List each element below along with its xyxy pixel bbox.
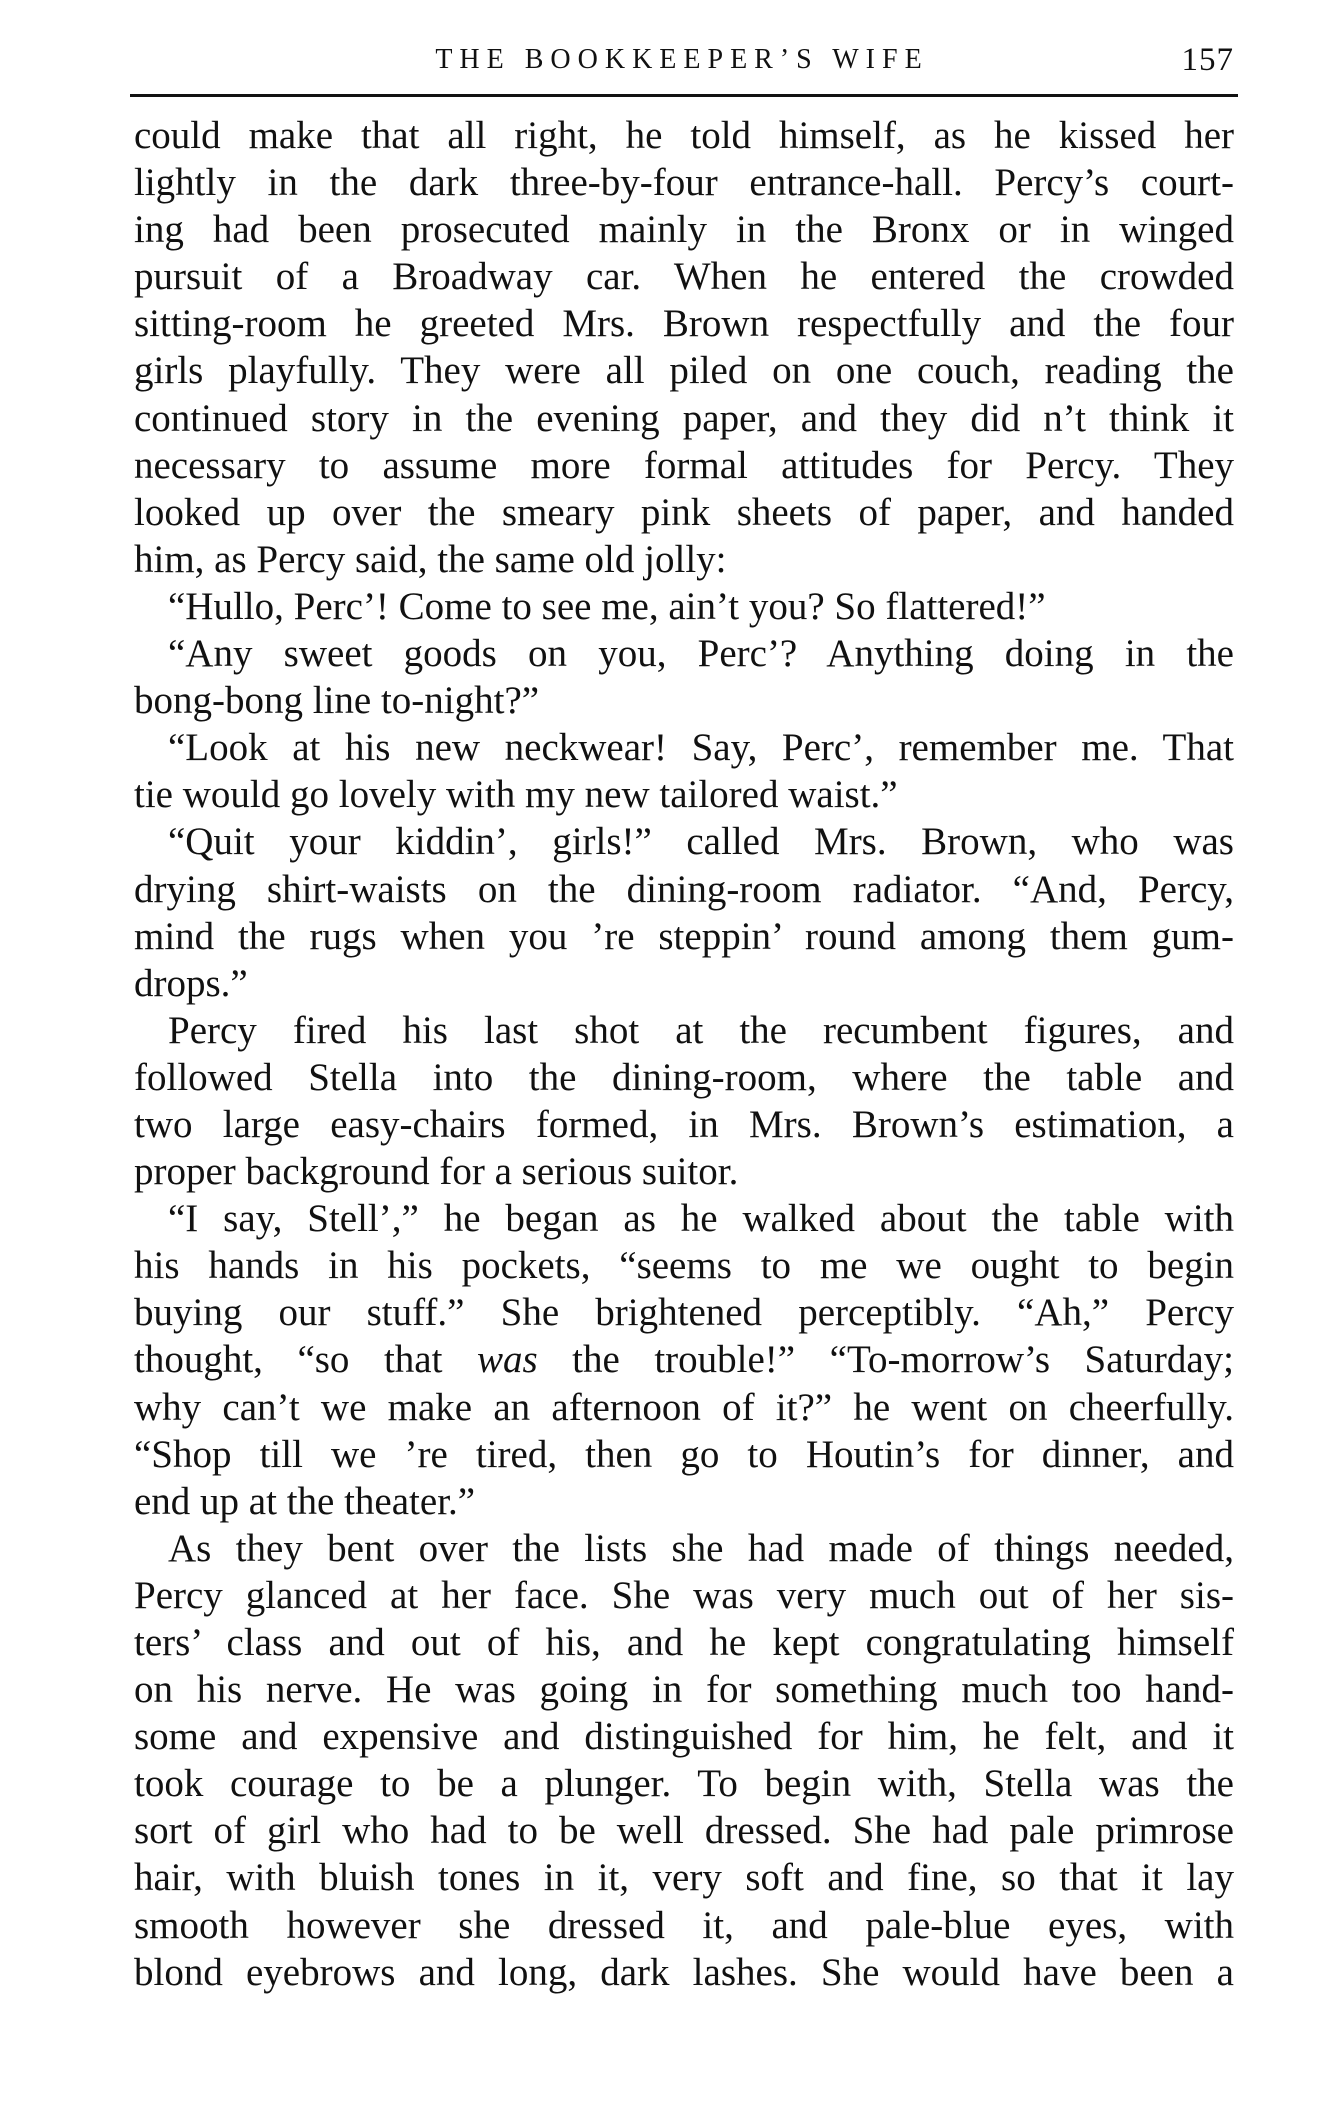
text-line: him, as Percy said, the same old jolly: (134, 537, 727, 581)
text-line: “Look at his new neckwear! Say, Perc’, remember me. That (168, 726, 1234, 770)
text-line: As they bent over the lists she had made of things needed, (168, 1526, 1234, 1570)
text-line: ters’ class and out of his, and he kept congratulating himself (134, 1621, 1234, 1664)
text-line: ing had been prosecuted mainly in the Bronx or in winged (134, 208, 1234, 252)
text-line: pursuit of a Broadway car. When he entered the crowded (134, 255, 1234, 299)
text-line: tie would go lovely with my new tailored waist.” (134, 773, 898, 817)
text-line: sitting-room he greeted Mrs. Brown respectfully and the four (134, 302, 1234, 346)
header-rule (130, 94, 1238, 97)
text-line: two large easy-chairs formed, in Mrs. Brown’s estimation, a (134, 1102, 1234, 1146)
body-text (134, 112, 1234, 1996)
text-line: took courage to be a plunger. To begin with, Stella was the (134, 1762, 1234, 1806)
text-line: sort of girl who had to be well dressed. She had pale primrose (134, 1809, 1234, 1853)
text-line: on his nerve. He was going in for something much too hand- (134, 1668, 1234, 1712)
running-title: THE BOOKKEEPER’S WIFE (435, 44, 929, 75)
text-line: followed Stella into the dining-room, where the table and (134, 1055, 1234, 1099)
text-line: “Quit your kiddin’, girls!” called Mrs. Brown, who was (168, 820, 1234, 864)
text-line: “Hullo, Perc’! Come to see me, ain’t you? So flattered!” (168, 584, 1046, 628)
text-line: mind the rugs when you ’re steppin’ round among them gum- (134, 914, 1234, 958)
text-line: necessary to assume more formal attitudes for Percy. They (134, 443, 1234, 487)
text-line: proper background for a serious suitor. (134, 1150, 739, 1194)
text-line: why can’t we make an afternoon of it?” he went on cheerfully. (134, 1385, 1234, 1429)
text-line: Percy glanced at her face. She was very much out of her sis- (134, 1573, 1234, 1617)
text-line: buying our stuff.” She brightened perceptibly. “Ah,” Percy (134, 1291, 1234, 1335)
running-head (130, 38, 1234, 90)
text-line: “Shop till we ’re tired, then go to Houtin’s for dinner, and (134, 1432, 1234, 1476)
text-line: drying shirt-waists on the dining-room radiator. “And, Percy, (134, 867, 1234, 911)
text-line: Percy fired his last shot at the recumbent figures, and (168, 1008, 1234, 1052)
text-line: his hands in his pockets, “seems to me we ought to begin (134, 1244, 1234, 1288)
text-line: some and expensive and distinguished for him, he felt, and it (134, 1715, 1234, 1759)
page-number: 157 (1181, 42, 1234, 78)
text-line: drops.” (134, 961, 248, 1005)
text-line: girls playfully. They were all piled on one couch, reading the (134, 349, 1234, 393)
text-line: looked up over the smeary pink sheets of paper, and handed (134, 490, 1234, 534)
text-line (134, 1336, 1234, 1383)
emphasis-word: was (476, 1338, 538, 1382)
text-line: lightly in the dark three-by-four entrance-hall. Percy’s court- (134, 161, 1234, 205)
text-line: end up at the theater.” (134, 1479, 476, 1523)
text-line: bong-bong line to-night?” (134, 679, 540, 723)
text-line: “I say, Stell’,” he began as he walked about the table with (168, 1197, 1234, 1241)
text-line: continued story in the evening paper, and they did n’t think it (134, 396, 1234, 440)
text-line: hair, with bluish tones in it, very soft and fine, so that it lay (134, 1856, 1234, 1900)
text-line: smooth however she dressed it, and pale-blue eyes, with (134, 1903, 1234, 1947)
text-line: blond eyebrows and long, dark lashes. She would have been a (134, 1950, 1234, 1994)
text-line: could make that all right, he told himself, as he kissed her (134, 114, 1234, 157)
text-fragment: thought, “so that (134, 1338, 477, 1382)
text-fragment: the trouble!” “To-morrow’s Saturday; (537, 1338, 1235, 1382)
text-line: “Any sweet goods on you, Perc’? Anything doing in the (168, 632, 1234, 676)
